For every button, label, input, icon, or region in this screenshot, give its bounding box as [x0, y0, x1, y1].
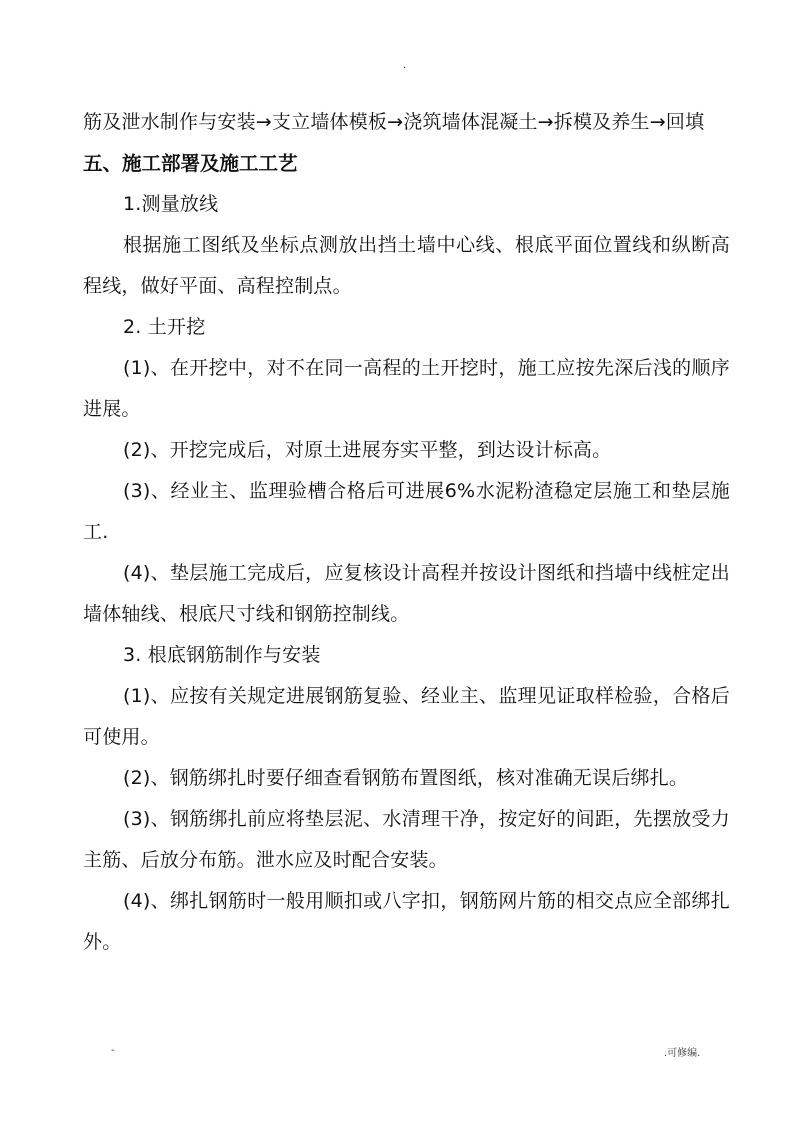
rebar-item-2: (2)、钢筋绑扎时要仔细查看钢筋布置图纸，核对准确无误后绑扎。 — [123, 767, 689, 789]
rebar-item-3: (3)、钢筋绑扎前应将垫层泥、水清理干净，按定好的间距，先摆放受力主筋、后放分布筋。泄水应及时配合安装。 — [83, 808, 730, 871]
rebar-item-4: (4)、绑扎钢筋时一般用顺扣或八字扣，钢筋网片筋的相交点应全部绑扎外。 — [83, 890, 730, 953]
excavation-item-3: (3)、经业主、监理验槽合格后可进展6%水泥粉渣稳定层施工和垫层施工. — [83, 480, 730, 543]
excavation-item-4: (4)、垫层施工完成后，应复核设计高程并按设计图纸和挡墙中线桩定出墙体轴线、根底尺寸线和钢筋控制线。 — [83, 562, 730, 625]
excavation-item-2: (2)、开挖完成后，对原土进展夯实平整，到达设计标高。 — [123, 439, 612, 461]
subsection-title-excavation: 2. 土开挖 — [123, 316, 206, 338]
header-mark: . — [403, 60, 407, 71]
subsection-title-survey: 1.测量放线 — [123, 193, 219, 215]
footer-left-mark: - — [111, 1045, 115, 1056]
footer-editable-note: .可修编. — [664, 1048, 701, 1059]
subsection-title-rebar: 3. 根底钢筋制作与安装 — [123, 644, 321, 666]
rebar-item-1: (1)、应按有关规定进展钢筋复验、经业主、监理见证取样检验，合格后可使用。 — [83, 685, 730, 748]
excavation-item-1: (1)、在开挖中，对不在同一高程的土开挖时，施工应按先深后浅的顺序进展。 — [83, 357, 730, 420]
document-body — [83, 102, 730, 963]
section-heading: 五、施工部署及施工工艺 — [83, 152, 298, 175]
intro-continuation: 筋及泄水制作与安装→支立墙体模板→浇筑墙体混凝土→拆模及养生→回填 — [83, 111, 705, 133]
survey-paragraph: 根据施工图纸及坐标点测放出挡土墙中心线、根底平面位置线和纵断高程线，做好平面、高程控制点。 — [83, 234, 730, 297]
